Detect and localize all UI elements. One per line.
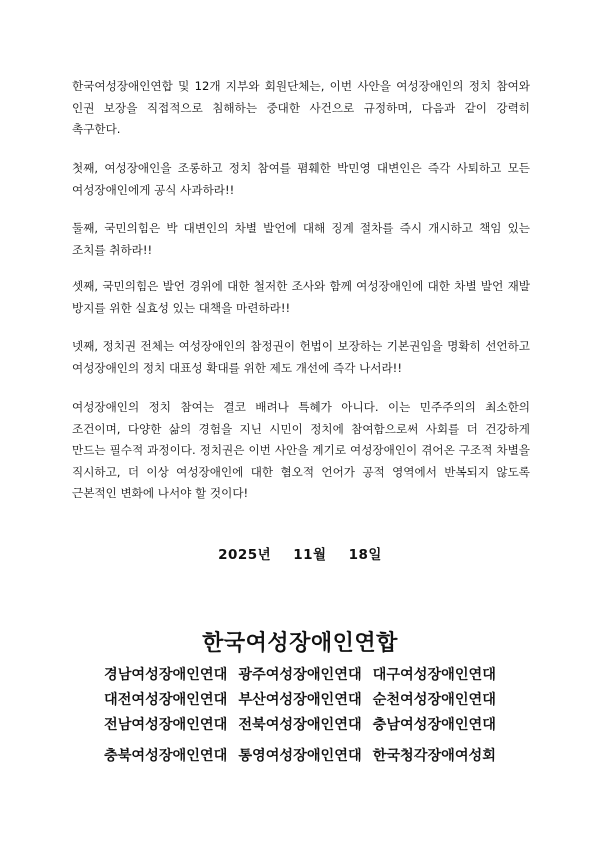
date-day: 18일: [348, 547, 382, 563]
member-name: 전남여성장애인연대: [104, 717, 228, 733]
member-name: 대전여성장애인연대: [104, 692, 228, 708]
date-month: 11월: [293, 547, 327, 563]
demand-third: 셋째, 국민의힘은 발언 경위에 대한 철저한 조사와 함께 여성장애인에 대한 차별 발언 재발 방지를 위한 실효성 있는 대책을 마련하라!!: [72, 279, 530, 315]
member-name: 충북여성장애인연대: [104, 748, 228, 764]
intro-paragraph: 한국여성장애인연합 및 12개 지부와 회원단체는, 이번 사안을 여성장애인의 정치 참여와 인권 보장을 직접적으로 침해하는 중대한 사건으로 규정하며, 다음과 같이 강력히 촉구한다.: [72, 79, 530, 136]
member-row-2: [0, 689, 600, 709]
member-row-4: [0, 745, 600, 765]
member-name: 한국청각장애여성회: [372, 748, 496, 764]
demand-second: 둘째, 국민의힘은 박 대변인의 차별 발언에 대해 징계 절차를 즉시 개시하고 책임 있는 조치를 취하라!!: [72, 221, 530, 257]
member-name: 순천여성장애인연대: [372, 692, 496, 708]
member-name: 충남여성장애인연대: [372, 717, 496, 733]
member-row-3: [0, 714, 600, 734]
member-name: 광주여성장애인연대: [238, 667, 362, 683]
date-year: 2025년: [218, 547, 272, 563]
member-name: 대구여성장애인연대: [372, 667, 496, 683]
statement-date: [0, 543, 600, 563]
demand-fourth: 넷째, 정치권 전체는 여성장애인의 참정권이 헌법이 보장하는 기본권임을 명확히 선언하고 여성장애인의 정치 대표성 확대를 위한 제도 개선에 즉각 나서라!!: [72, 339, 530, 375]
organization-title: 한국여성장애인연합: [202, 631, 398, 656]
closing-paragraph: 여성장애인의 정치 참여는 결코 배려나 특혜가 아니다. 이는 민주주의의 최소한의 조건이며, 다양한 삶의 경험을 지닌 시민이 정치에 참여함으로써 사회를 더 건강하게 만드는 필수적 과정이다. 정치권은 이번 사안을 계기로 여성장애인이 겪어온 구조적 차별을 직시하고, 더 이상 여성장애인에 대한 혐오적 언어가 공적 영역에서 반복되지 않도록 근본적인 변화에 나서야 할 것이다!: [72, 400, 530, 500]
member-name: 통영여성장애인연대: [238, 748, 362, 764]
demand-first: 첫째, 여성장애인을 조롱하고 정치 참여를 폄훼한 박민영 대변인은 즉각 사퇴하고 모든 여성장애인에게 공식 사과하라!!: [72, 161, 530, 197]
member-name: 부산여성장애인연대: [238, 692, 362, 708]
member-row-1: [0, 664, 600, 684]
member-name: 경남여성장애인연대: [104, 667, 228, 683]
member-name: 전북여성장애인연대: [238, 717, 362, 733]
